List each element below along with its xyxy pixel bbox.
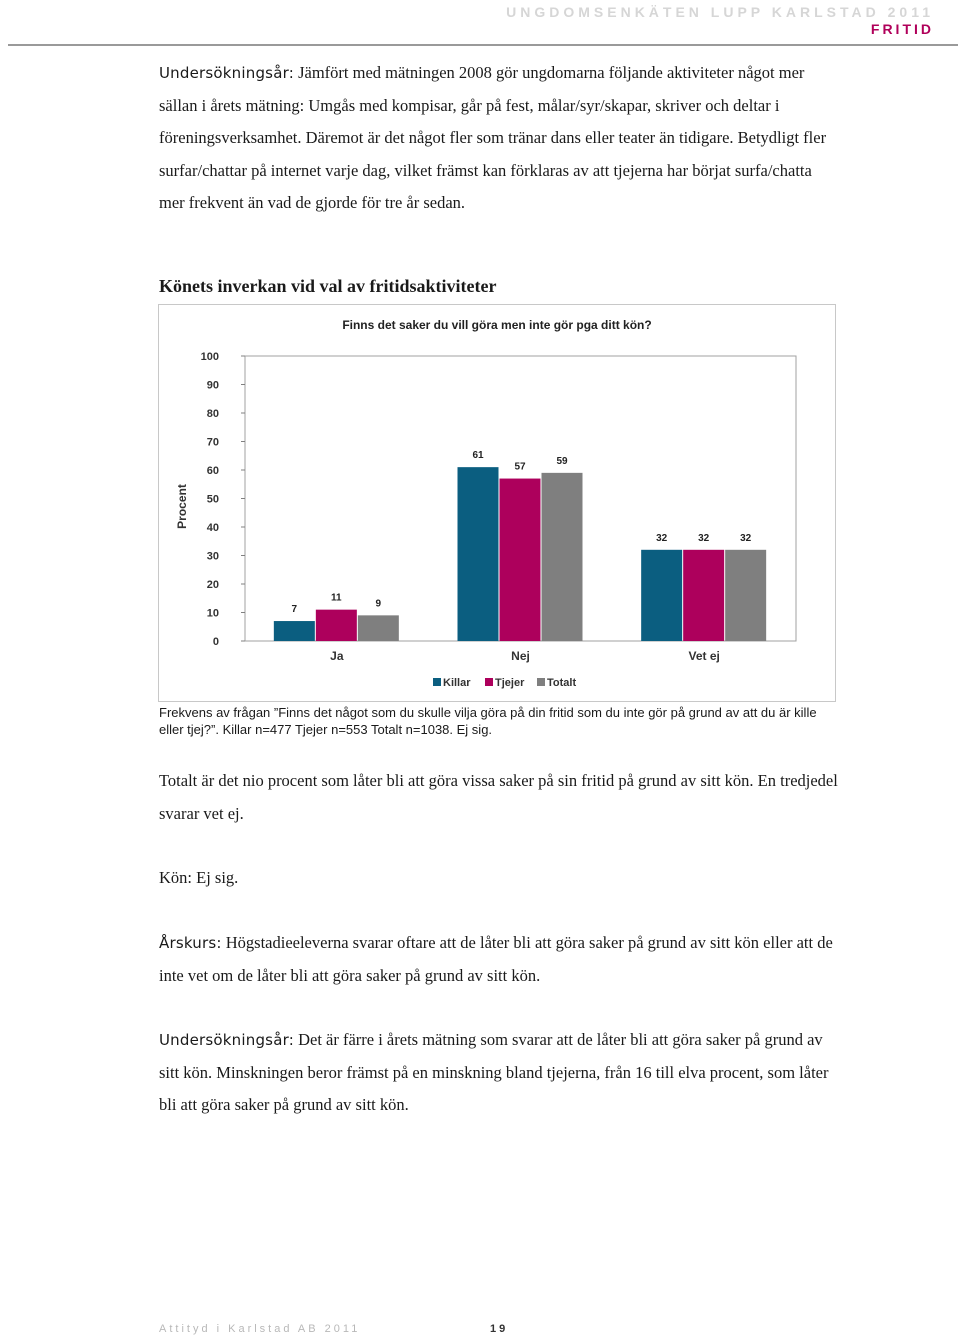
data-label: 9 bbox=[375, 598, 382, 610]
x-tick-label: Nej bbox=[511, 649, 530, 663]
data-label: 32 bbox=[740, 532, 752, 544]
bar-killar-nej bbox=[458, 467, 499, 641]
x-tick-label: Vet ej bbox=[688, 649, 720, 663]
bar-tjejer-ja bbox=[316, 610, 357, 641]
legend-label: Killar bbox=[443, 677, 471, 689]
intro-paragraph bbox=[159, 57, 839, 220]
header-divider bbox=[8, 44, 958, 46]
page-header bbox=[506, 4, 934, 37]
bar-tjejer-vet-ej bbox=[683, 550, 724, 641]
data-label: 32 bbox=[656, 532, 668, 544]
chart-svg bbox=[159, 305, 835, 701]
y-tick-label: 60 bbox=[206, 465, 219, 477]
data-label: 32 bbox=[698, 532, 710, 544]
y-tick-label: 80 bbox=[206, 408, 219, 420]
year-paragraph bbox=[159, 1024, 839, 1122]
y-tick-label: 70 bbox=[206, 436, 219, 449]
y-tick-label: 100 bbox=[200, 351, 219, 363]
y-tick-label: 50 bbox=[206, 493, 219, 506]
section-label: FRITID bbox=[870, 21, 934, 37]
grade-paragraph bbox=[159, 927, 839, 992]
intro-lead: Undersökningsår: bbox=[159, 64, 294, 82]
data-label: 11 bbox=[331, 592, 342, 604]
year-text: Det är färre i årets mätning som svarar att de låter bli att göra saker på grund av sitt kön. Minskningen beror främst på en minskning bland tjejerna, från 16 till elva procent, som låter bli att göra saker på grund av sitt kön. bbox=[159, 1030, 829, 1115]
bar-chart bbox=[158, 304, 836, 702]
chart-title: Finns det saker du vill göra men inte gör pga ditt kön? bbox=[342, 318, 652, 332]
bar-totalt-ja bbox=[358, 615, 399, 641]
footer-company: Attityd i Karlstad AB 2011 bbox=[159, 1323, 361, 1335]
legend-swatch bbox=[537, 678, 545, 686]
bar-tjejer-nej bbox=[500, 479, 541, 641]
x-tick-label: Ja bbox=[330, 649, 344, 663]
data-label: 7 bbox=[291, 604, 298, 616]
y-tick-label: 20 bbox=[206, 579, 219, 591]
chart-caption: Frekvens av frågan ”Finns det något som du skulle vilja göra på din fritid som du inte gör på grund av att du är kille eller tjej?”. Killar n=477 Tjejer n=553 Totalt n=1038. Ej sig. bbox=[159, 705, 817, 737]
bar-totalt-nej bbox=[542, 473, 583, 641]
grade-lead: Årskurs: bbox=[159, 934, 222, 952]
gender-note: Kön: Ej sig. bbox=[159, 868, 239, 887]
legend-swatch bbox=[433, 678, 441, 686]
bar-totalt-vet-ej bbox=[725, 550, 766, 641]
y-tick-label: 90 bbox=[206, 379, 219, 392]
data-label: 61 bbox=[472, 450, 484, 462]
y-tick-label: 30 bbox=[206, 550, 219, 563]
intro-text: Jämfört med mätningen 2008 gör ungdomarna följande aktiviteter något mer sällan i årets mätning: Umgås med kompisar, går på fest, målar/syr/skapar, skriver och deltar i föreningsverksamhet. Däremot är det något fler som tränar dans eller teater än tidigare. Betydligt fler surfar/chattar på internet varje dag, vilket främst kan förklaras av att tjejerna har börjat surfa/chatta mer frekvent än vad de gjorde för tre år sedan. bbox=[159, 63, 827, 213]
y-axis-label: Procent bbox=[175, 484, 189, 529]
legend-swatch bbox=[485, 678, 493, 686]
bar-killar-vet-ej bbox=[641, 550, 682, 641]
y-tick-label: 0 bbox=[212, 636, 219, 648]
year-lead: Undersökningsår: bbox=[159, 1031, 294, 1049]
bar-killar-ja bbox=[274, 621, 315, 641]
legend-label: Totalt bbox=[547, 677, 577, 689]
grade-text: Högstadieeleverna svarar oftare att de låter bli att göra saker på grund av sitt kön eller att de inte vet om de låter bli att göra saker på grund av sitt kön. bbox=[159, 933, 833, 985]
summary-paragraph: Totalt är det nio procent som låter bli att göra vissa saker på sin fritid på grund av sitt kön. En tredjedel svarar vet ej. bbox=[159, 771, 838, 823]
data-label: 57 bbox=[514, 461, 526, 473]
section-heading: Könets inverkan vid val av fritidsaktiviteter bbox=[159, 276, 497, 296]
survey-title: UNGDOMSENKÄTEN LUPP KARLSTAD 2011 bbox=[506, 4, 934, 20]
legend-label: Tjejer bbox=[495, 677, 525, 689]
y-tick-label: 40 bbox=[206, 522, 219, 534]
data-label: 59 bbox=[556, 455, 568, 467]
page-number: 19 bbox=[490, 1323, 509, 1335]
y-tick-label: 10 bbox=[206, 607, 219, 620]
